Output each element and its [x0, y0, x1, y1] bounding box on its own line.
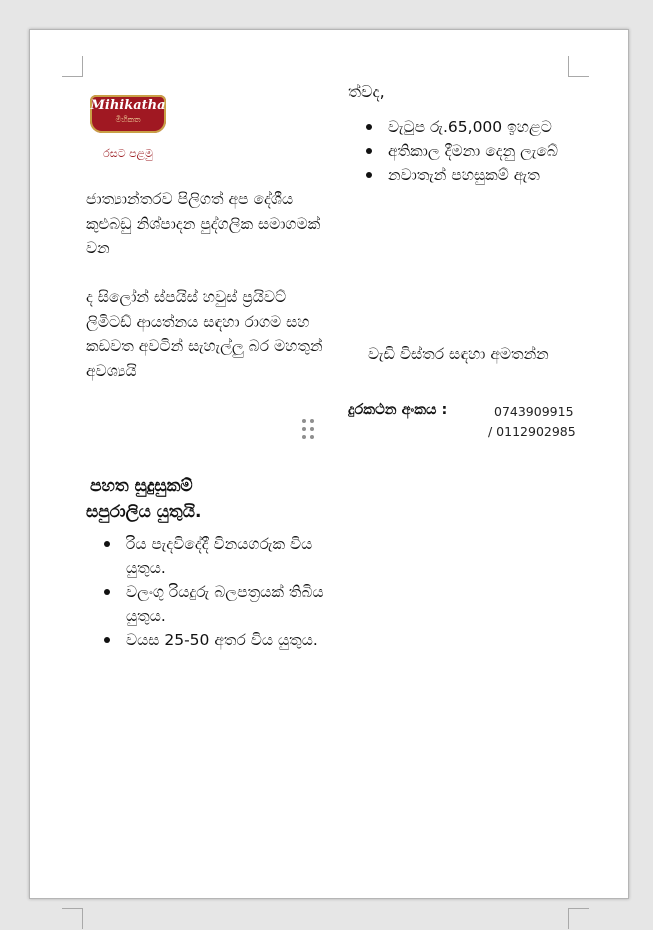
list-item: අතිකාල දීමනා දෙනු ලැබේ [362, 139, 572, 163]
logo-brand-name: Mihikatha [90, 98, 166, 113]
phone-label: දුරකථන අංකය : [348, 402, 448, 418]
logo-tagline: රසට පළමු [103, 147, 153, 160]
requirements-heading-line-1: පහත සුදුසුකම් [90, 476, 193, 496]
benefits-list [362, 115, 572, 187]
phone-number-1: 0743909915 [494, 404, 574, 419]
benefits-heading: ත්වද, [348, 82, 385, 101]
list-item: රිය පැදවිදේදී විනයගරුක විය යුතුය. [100, 532, 330, 580]
list-item: නවාතැන් පහසුකම් ඇත [362, 163, 572, 187]
requirements-list [100, 532, 330, 652]
crop-mark-bottom-right [568, 908, 589, 929]
phone-number-2: / 0112902985 [488, 424, 576, 439]
list-item: වැටුප රු.65,000 ඉහළට [362, 115, 572, 139]
drag-handle-icon[interactable] [300, 417, 316, 441]
crop-mark-bottom-left [62, 908, 83, 929]
logo-brand-sinhala: මිහිකත [115, 115, 141, 124]
crop-mark-top-right [568, 56, 589, 77]
crop-mark-top-left [62, 56, 83, 77]
intro-paragraph: ජාත්‍යාන්තරව පිලිගත් අප දේශීය කුළුබඩු නිශ්පාදන පුද්ගලික සමාගමක් වන [86, 190, 321, 257]
requirements-heading-line-2: සපුරාලිය යුතුයි. [86, 502, 202, 522]
vacancy-paragraph: ද සිලෝන් ස්පයිස් හවුස් ප්‍රයිවට් ලිමිටඩ් ආයත්නය සඳහා රාගම සහ කඩවත අවටින් සැහැල්ලු බර මහතුන් අවශ්‍යයි [86, 288, 323, 380]
requirements-heading [86, 473, 326, 525]
list-item: වයස 25-50 අතර විය යුතුය. [100, 628, 330, 652]
contact-prompt: වැඩි විස්තර සඳහා අමතන්න [368, 345, 549, 363]
list-item: වලංගු රියදුරු බලපත්‍රයක් තිබිය යුතුය. [100, 580, 330, 628]
company-logo [90, 95, 166, 167]
